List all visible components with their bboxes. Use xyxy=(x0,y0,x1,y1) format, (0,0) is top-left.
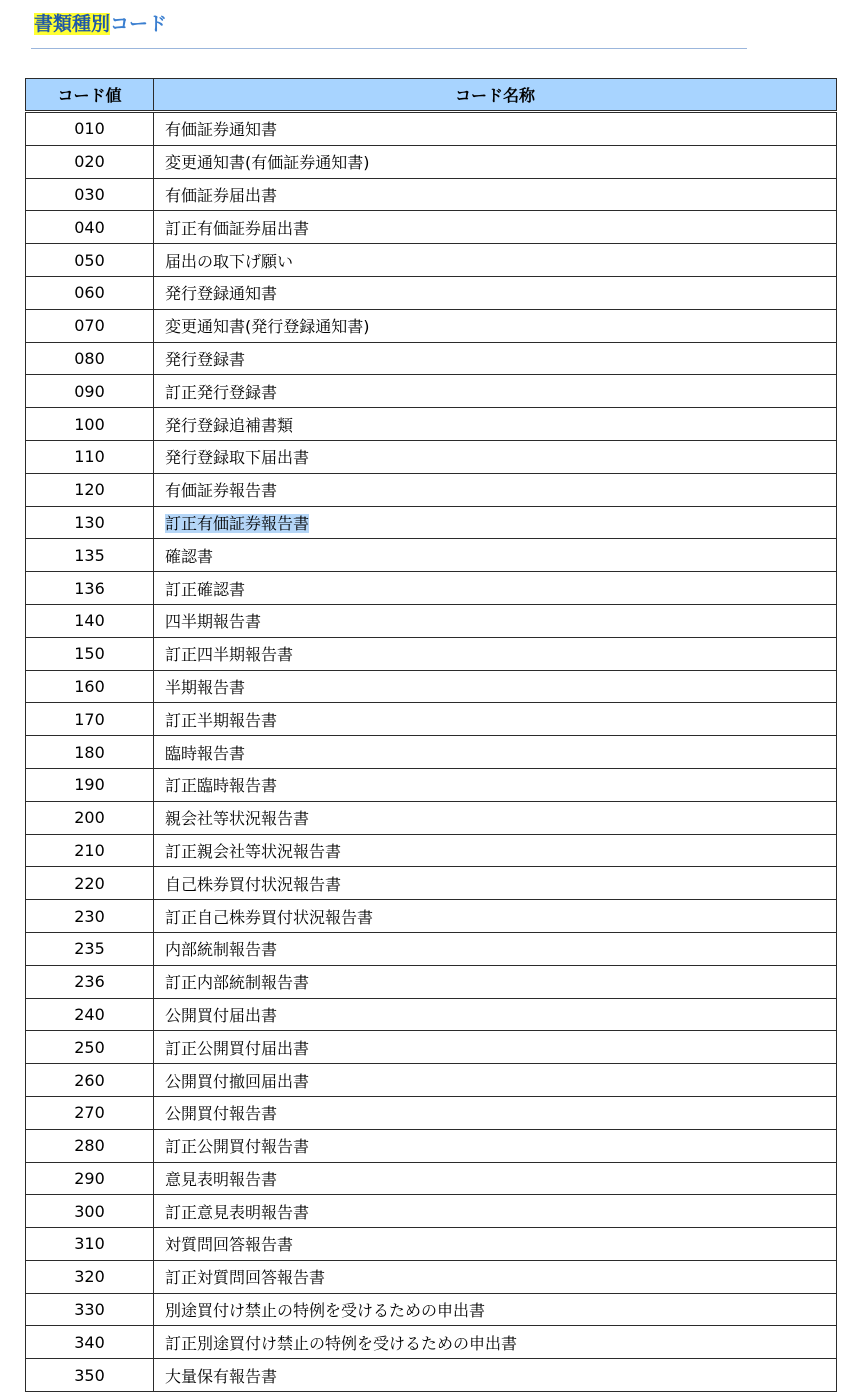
table-row xyxy=(26,145,837,178)
code-value-cell: 236 xyxy=(26,965,154,998)
code-value-cell: 310 xyxy=(26,1228,154,1261)
code-name-text: 有価証券報告書 xyxy=(165,481,278,501)
code-name-cell xyxy=(154,900,837,933)
code-value-cell: 180 xyxy=(26,736,154,769)
code-value-cell: 140 xyxy=(26,604,154,637)
code-name-text: 訂正別途買付け禁止の特例を受けるための申出書 xyxy=(165,1333,518,1353)
code-name-cell xyxy=(154,440,837,473)
table-row xyxy=(26,736,837,769)
code-value-cell: 240 xyxy=(26,998,154,1031)
table-row xyxy=(26,1359,837,1392)
code-value-cell: 290 xyxy=(26,1162,154,1195)
code-value-cell: 230 xyxy=(26,900,154,933)
table-row xyxy=(26,1096,837,1129)
heading-divider xyxy=(31,48,747,49)
code-name-text: 発行登録追補書類 xyxy=(165,415,294,435)
table-header xyxy=(26,79,837,112)
code-name-text: 訂正意見表明報告書 xyxy=(165,1202,310,1222)
table-row xyxy=(26,965,837,998)
code-value-cell: 130 xyxy=(26,506,154,539)
code-value-cell: 210 xyxy=(26,834,154,867)
code-name-text: 半期報告書 xyxy=(165,677,246,697)
code-value-cell: 300 xyxy=(26,1195,154,1228)
table-row xyxy=(26,1260,837,1293)
code-name-text: 親会社等状況報告書 xyxy=(165,809,310,829)
table-row xyxy=(26,998,837,1031)
table-row xyxy=(26,900,837,933)
code-value-cell: 200 xyxy=(26,801,154,834)
code-name-cell xyxy=(154,112,837,146)
code-value-cell: 330 xyxy=(26,1293,154,1326)
code-name-cell xyxy=(154,637,837,670)
table-header-row xyxy=(26,79,837,112)
table-row xyxy=(26,637,837,670)
code-name-cell xyxy=(154,309,837,342)
table-row xyxy=(26,572,837,605)
code-name-text: 訂正半期報告書 xyxy=(165,710,278,730)
code-name-cell xyxy=(154,572,837,605)
code-name-cell xyxy=(154,244,837,277)
table-row xyxy=(26,506,837,539)
table-row xyxy=(26,178,837,211)
code-name-cell xyxy=(154,1096,837,1129)
document-type-code-table xyxy=(25,78,837,1392)
code-name-text: 内部統制報告書 xyxy=(165,940,278,960)
table-row xyxy=(26,539,837,572)
table-row xyxy=(26,703,837,736)
table-row xyxy=(26,1326,837,1359)
code-value-cell: 340 xyxy=(26,1326,154,1359)
code-name-text: 変更通知書(発行登録通知書) xyxy=(165,317,370,337)
code-name-cell xyxy=(154,1195,837,1228)
code-name-cell xyxy=(154,375,837,408)
table-row xyxy=(26,244,837,277)
code-name-text: 変更通知書(有価証券通知書) xyxy=(165,153,370,173)
code-value-cell: 250 xyxy=(26,1031,154,1064)
code-name-cell xyxy=(154,473,837,506)
code-name-cell xyxy=(154,768,837,801)
code-value-cell: 100 xyxy=(26,408,154,441)
table-row xyxy=(26,309,837,342)
code-name-cell xyxy=(154,867,837,900)
code-value-cell: 320 xyxy=(26,1260,154,1293)
code-name-cell xyxy=(154,670,837,703)
code-name-cell xyxy=(154,539,837,572)
code-value-cell: 160 xyxy=(26,670,154,703)
table-row xyxy=(26,276,837,309)
code-name-text: 臨時報告書 xyxy=(165,743,246,763)
code-value-cell: 030 xyxy=(26,178,154,211)
code-value-cell: 235 xyxy=(26,932,154,965)
table-body xyxy=(26,112,837,1392)
table-row xyxy=(26,1162,837,1195)
table-row xyxy=(26,1129,837,1162)
code-value-cell: 060 xyxy=(26,276,154,309)
code-value-cell: 135 xyxy=(26,539,154,572)
code-name-cell xyxy=(154,1162,837,1195)
table-row xyxy=(26,473,837,506)
code-name-cell xyxy=(154,703,837,736)
column-header-code: コード値 xyxy=(26,79,154,112)
code-name-text: 訂正有価証券報告書 xyxy=(165,513,310,533)
code-name-cell xyxy=(154,1228,837,1261)
code-value-cell: 050 xyxy=(26,244,154,277)
code-name-text: 発行登録取下届出書 xyxy=(165,448,310,468)
code-name-cell xyxy=(154,736,837,769)
code-name-text: 発行登録通知書 xyxy=(165,284,278,304)
heading-highlighted-text: 書類種別 xyxy=(34,13,111,35)
table-row xyxy=(26,112,837,146)
code-name-text: 訂正臨時報告書 xyxy=(165,776,278,796)
code-value-cell: 040 xyxy=(26,211,154,244)
code-name-cell xyxy=(154,801,837,834)
table-row xyxy=(26,1064,837,1097)
code-value-cell: 170 xyxy=(26,703,154,736)
code-name-cell xyxy=(154,408,837,441)
heading-rest-text: コード xyxy=(110,13,168,35)
table-row xyxy=(26,440,837,473)
code-name-text: 訂正公開買付報告書 xyxy=(165,1137,310,1157)
code-name-text: 有価証券届出書 xyxy=(165,185,278,205)
code-value-cell: 350 xyxy=(26,1359,154,1392)
code-name-cell xyxy=(154,276,837,309)
code-value-cell: 070 xyxy=(26,309,154,342)
code-name-text: 別途買付け禁止の特例を受けるための申出書 xyxy=(165,1301,486,1321)
code-value-cell: 270 xyxy=(26,1096,154,1129)
code-name-cell xyxy=(154,145,837,178)
code-name-text: 訂正四半期報告書 xyxy=(165,645,294,665)
code-name-cell xyxy=(154,998,837,1031)
code-value-cell: 010 xyxy=(26,112,154,146)
code-name-text: 有価証券通知書 xyxy=(165,120,278,140)
code-name-text: 自己株券買付状況報告書 xyxy=(165,874,342,894)
code-name-text: 届出の取下げ願い xyxy=(165,251,294,271)
code-value-cell: 190 xyxy=(26,768,154,801)
code-name-cell xyxy=(154,965,837,998)
code-name-text: 対質問回答報告書 xyxy=(165,1235,294,1255)
code-name-text: 訂正自己株券買付状況報告書 xyxy=(165,907,374,927)
table-row xyxy=(26,834,837,867)
code-value-cell: 090 xyxy=(26,375,154,408)
table-row xyxy=(26,1031,837,1064)
table-row xyxy=(26,1228,837,1261)
code-name-cell xyxy=(154,1359,837,1392)
code-name-cell xyxy=(154,1031,837,1064)
code-name-text: 確認書 xyxy=(165,546,214,566)
code-name-cell xyxy=(154,178,837,211)
code-name-cell xyxy=(154,932,837,965)
code-value-cell: 220 xyxy=(26,867,154,900)
table-row xyxy=(26,375,837,408)
code-name-text: 訂正発行登録書 xyxy=(165,382,278,402)
code-name-text: 公開買付報告書 xyxy=(165,1104,278,1124)
table-row xyxy=(26,1195,837,1228)
table-row xyxy=(26,1293,837,1326)
code-name-cell xyxy=(154,342,837,375)
table-row xyxy=(26,768,837,801)
code-name-cell xyxy=(154,1293,837,1326)
code-value-cell: 120 xyxy=(26,473,154,506)
code-name-text: 訂正親会社等状況報告書 xyxy=(165,841,342,861)
code-name-text: 訂正内部統制報告書 xyxy=(165,973,310,993)
code-value-cell: 080 xyxy=(26,342,154,375)
column-header-name: コード名称 xyxy=(154,79,837,112)
code-value-cell: 280 xyxy=(26,1129,154,1162)
code-name-cell xyxy=(154,1129,837,1162)
code-name-text: 大量保有報告書 xyxy=(165,1366,278,1386)
table-row xyxy=(26,670,837,703)
code-value-cell: 136 xyxy=(26,572,154,605)
code-value-cell: 150 xyxy=(26,637,154,670)
code-name-text: 公開買付撤回届出書 xyxy=(165,1071,310,1091)
code-name-text: 訂正公開買付届出書 xyxy=(165,1038,310,1058)
table-row xyxy=(26,867,837,900)
code-name-cell xyxy=(154,1260,837,1293)
code-value-cell: 020 xyxy=(26,145,154,178)
code-name-text: 意見表明報告書 xyxy=(165,1169,278,1189)
code-name-cell xyxy=(154,506,837,539)
code-name-cell xyxy=(154,211,837,244)
page-heading xyxy=(34,10,167,38)
code-value-cell: 110 xyxy=(26,440,154,473)
code-name-text: 訂正確認書 xyxy=(165,579,246,599)
table-row xyxy=(26,408,837,441)
table-row xyxy=(26,604,837,637)
code-name-cell xyxy=(154,604,837,637)
code-name-cell xyxy=(154,1326,837,1359)
code-name-text: 発行登録書 xyxy=(165,349,246,369)
code-name-cell xyxy=(154,1064,837,1097)
table-row xyxy=(26,801,837,834)
code-value-cell: 260 xyxy=(26,1064,154,1097)
table-row xyxy=(26,211,837,244)
code-name-text: 四半期報告書 xyxy=(165,612,262,632)
code-name-text: 公開買付届出書 xyxy=(165,1005,278,1025)
code-name-text: 訂正有価証券届出書 xyxy=(165,218,310,238)
table-row xyxy=(26,342,837,375)
table-row xyxy=(26,932,837,965)
code-name-cell xyxy=(154,834,837,867)
code-name-text: 訂正対質問回答報告書 xyxy=(165,1268,326,1288)
